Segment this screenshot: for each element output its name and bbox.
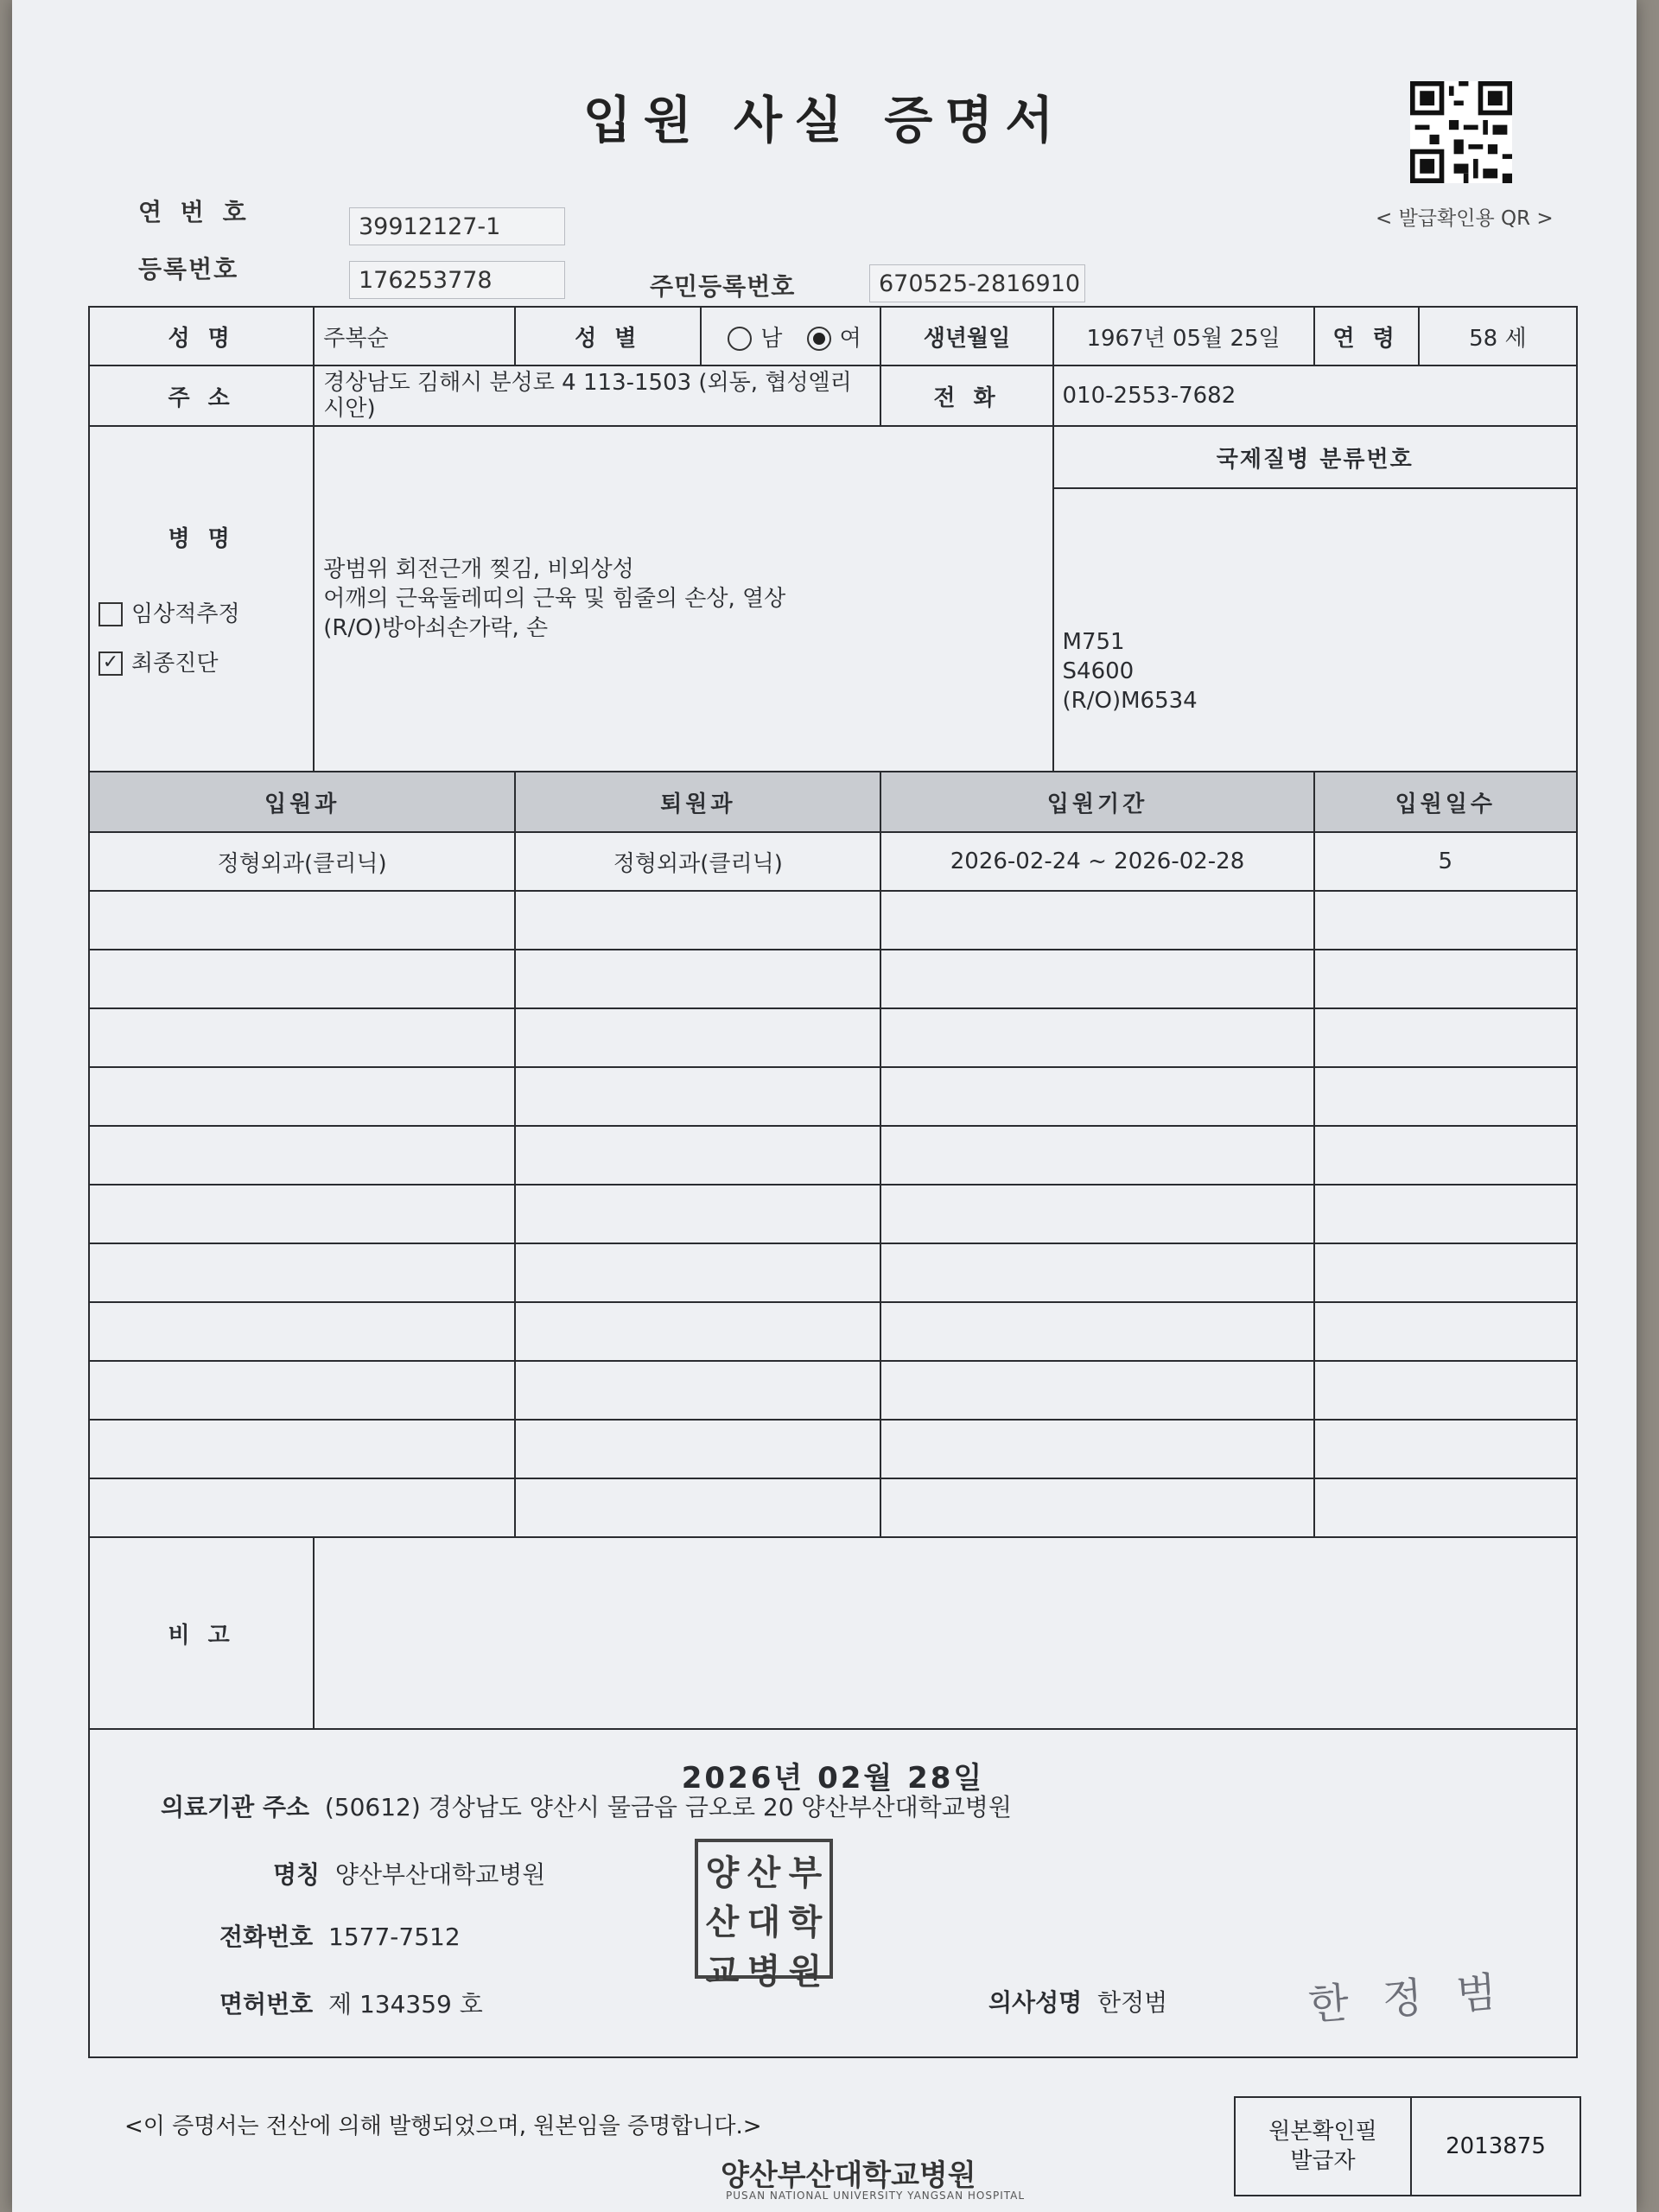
admission-days: 5 xyxy=(1314,832,1577,891)
diagnosis-line: 광범위 회전근개 찢김, 비외상성 xyxy=(323,556,634,582)
issuer-label: 발급자 xyxy=(1290,2148,1356,2174)
phone-label: 전 화 xyxy=(880,365,1052,426)
license-label: 면허번호 xyxy=(219,1990,314,2018)
patient-row-2 xyxy=(89,365,1577,426)
empty-admission-row xyxy=(89,1185,1577,1243)
age-label: 연 령 xyxy=(1314,307,1419,365)
remarks-value xyxy=(314,1537,1577,1729)
empty-admission-row xyxy=(89,1008,1577,1067)
empty-admission-row xyxy=(89,1067,1577,1126)
sex-label: 성 별 xyxy=(515,307,701,365)
icd-code: M751 xyxy=(1062,629,1125,655)
patient-phone: 010-2553-7682 xyxy=(1053,365,1577,426)
sex-male-radio[interactable] xyxy=(728,327,752,351)
institution-name-label: 명칭 xyxy=(273,1860,321,1889)
license-number: 제 134359 호 xyxy=(328,1990,483,2018)
registration-number-label: 등록번호 xyxy=(138,255,239,283)
sex-female-radio[interactable] xyxy=(807,327,831,351)
icd-label: 국제질병 분류번호 xyxy=(1053,426,1577,488)
resident-number-label: 주민등록번호 xyxy=(650,272,796,301)
icd-codes-cell xyxy=(1053,488,1577,772)
admission-period-header: 입원기간 xyxy=(880,772,1313,832)
discharging-dept: 정형외과(클리닉) xyxy=(515,832,880,891)
remarks-label: 비 고 xyxy=(89,1537,314,1729)
admission-days-header: 입원일수 xyxy=(1314,772,1577,832)
serial-number-value: 39912127-1 xyxy=(349,207,565,245)
doctor-line xyxy=(988,1984,1167,2018)
diagnosis-line: (R/O)방아쇠손가락, 손 xyxy=(323,615,549,641)
institution-phone: 1577-7512 xyxy=(328,1923,461,1951)
empty-admission-row xyxy=(89,1302,1577,1361)
name-label: 성 명 xyxy=(89,307,314,365)
admission-row xyxy=(89,832,1577,891)
sex-options xyxy=(701,307,880,365)
diagnosis-line: 어깨의 근육둘레띠의 근육 및 힘줄의 손상, 열상 xyxy=(323,586,786,612)
hospital-logo-subtitle: PUSAN NATIONAL UNIVERSITY YANGSAN HOSPITAL xyxy=(726,2190,1026,2202)
institution-phone-label: 전화번호 xyxy=(219,1923,314,1951)
resident-number-value: 670525-2816910 xyxy=(869,264,1085,302)
document-title: 입원 사실 증명서 xyxy=(582,91,1066,149)
final-diagnosis-option[interactable] xyxy=(99,645,304,677)
admission-period: 2026-02-24 ~ 2026-02-28 xyxy=(880,832,1313,891)
institution-name-line xyxy=(273,1856,545,1891)
doctor-name: 한정범 xyxy=(1097,1988,1168,2017)
diagnosis-row xyxy=(89,426,1577,488)
empty-admission-row xyxy=(89,950,1577,1008)
admission-header-row xyxy=(89,772,1577,832)
patient-name: 주복순 xyxy=(314,307,515,365)
issue-date: 2026년 02월 28일 xyxy=(681,1761,985,1796)
age-value: 58 세 xyxy=(1419,307,1577,365)
hospital-logo: 양산부산대학교병원 xyxy=(721,2158,976,2193)
empty-admission-row xyxy=(89,1243,1577,1302)
institution-address-label: 의료기관 주소 xyxy=(161,1793,310,1821)
institution-name: 양산부산대학교병원 xyxy=(334,1860,546,1889)
original-confirmation-label-cell xyxy=(1235,2097,1411,2196)
icd-code: S4600 xyxy=(1062,658,1135,684)
issuer-id: 2013875 xyxy=(1411,2097,1580,2196)
clinical-estimate-label: 임상적추정 xyxy=(131,601,240,627)
empty-admission-row xyxy=(89,1126,1577,1185)
empty-admission-row xyxy=(89,1420,1577,1478)
institution-phone-line xyxy=(219,1918,461,1953)
sex-male-label: 남 xyxy=(760,325,783,352)
certificate-paper xyxy=(12,0,1637,2212)
diagnosis-label-cell xyxy=(89,426,314,772)
qr-caption: < 발급확인용 QR > xyxy=(1376,207,1554,230)
empty-admission-row xyxy=(89,891,1577,950)
final-diagnosis-checkbox[interactable]: ✓ xyxy=(99,652,123,676)
address-label: 주 소 xyxy=(89,365,314,426)
icd-code: (R/O)M6534 xyxy=(1062,688,1198,714)
serial-number-label: 연 번 호 xyxy=(138,198,251,226)
clinical-estimate-checkbox[interactable] xyxy=(99,602,123,626)
date-of-birth: 1967년 05월 25일 xyxy=(1053,307,1314,365)
remarks-row xyxy=(89,1537,1577,1729)
license-line xyxy=(219,1986,483,2020)
patient-address: 경상남도 김해시 분성로 4 113-1503 (외동, 협성엘리시안) xyxy=(314,365,880,426)
dob-label: 생년월일 xyxy=(880,307,1052,365)
diagnosis-text-cell xyxy=(314,426,1052,772)
authenticity-notice: <이 증명서는 전산에 의해 발행되었으며, 원본임을 증명합니다.> xyxy=(124,2113,762,2139)
qr-code-icon xyxy=(1410,81,1512,183)
patient-row-1 xyxy=(89,307,1577,365)
doctor-label: 의사성명 xyxy=(988,1988,1083,2017)
final-diagnosis-label: 최종진단 xyxy=(131,650,219,677)
clinical-estimate-option[interactable] xyxy=(99,596,304,628)
institution-address-line xyxy=(161,1789,1012,1823)
admitting-dept-header: 입원과 xyxy=(89,772,515,832)
doctor-signature-icon: 한 정 범 xyxy=(1306,1967,1509,2030)
original-confirmation-box xyxy=(1234,2096,1581,2196)
sex-female-label: 여 xyxy=(839,325,861,352)
hospital-seal-icon: 양 산 부 산 대 학 교 병 원 xyxy=(695,1839,833,1979)
original-confirmation-label: 원본확인필 xyxy=(1268,2119,1377,2145)
discharging-dept-header: 퇴원과 xyxy=(515,772,880,832)
empty-admission-row xyxy=(89,1478,1577,1537)
registration-number-value: 176253778 xyxy=(349,261,565,299)
empty-admission-row xyxy=(89,1361,1577,1420)
diagnosis-label: 병 명 xyxy=(168,525,235,552)
admitting-dept: 정형외과(클리닉) xyxy=(89,832,515,891)
institution-address: (50612) 경상남도 양산시 물금읍 금오로 20 양산부산대학교병원 xyxy=(324,1793,1012,1821)
